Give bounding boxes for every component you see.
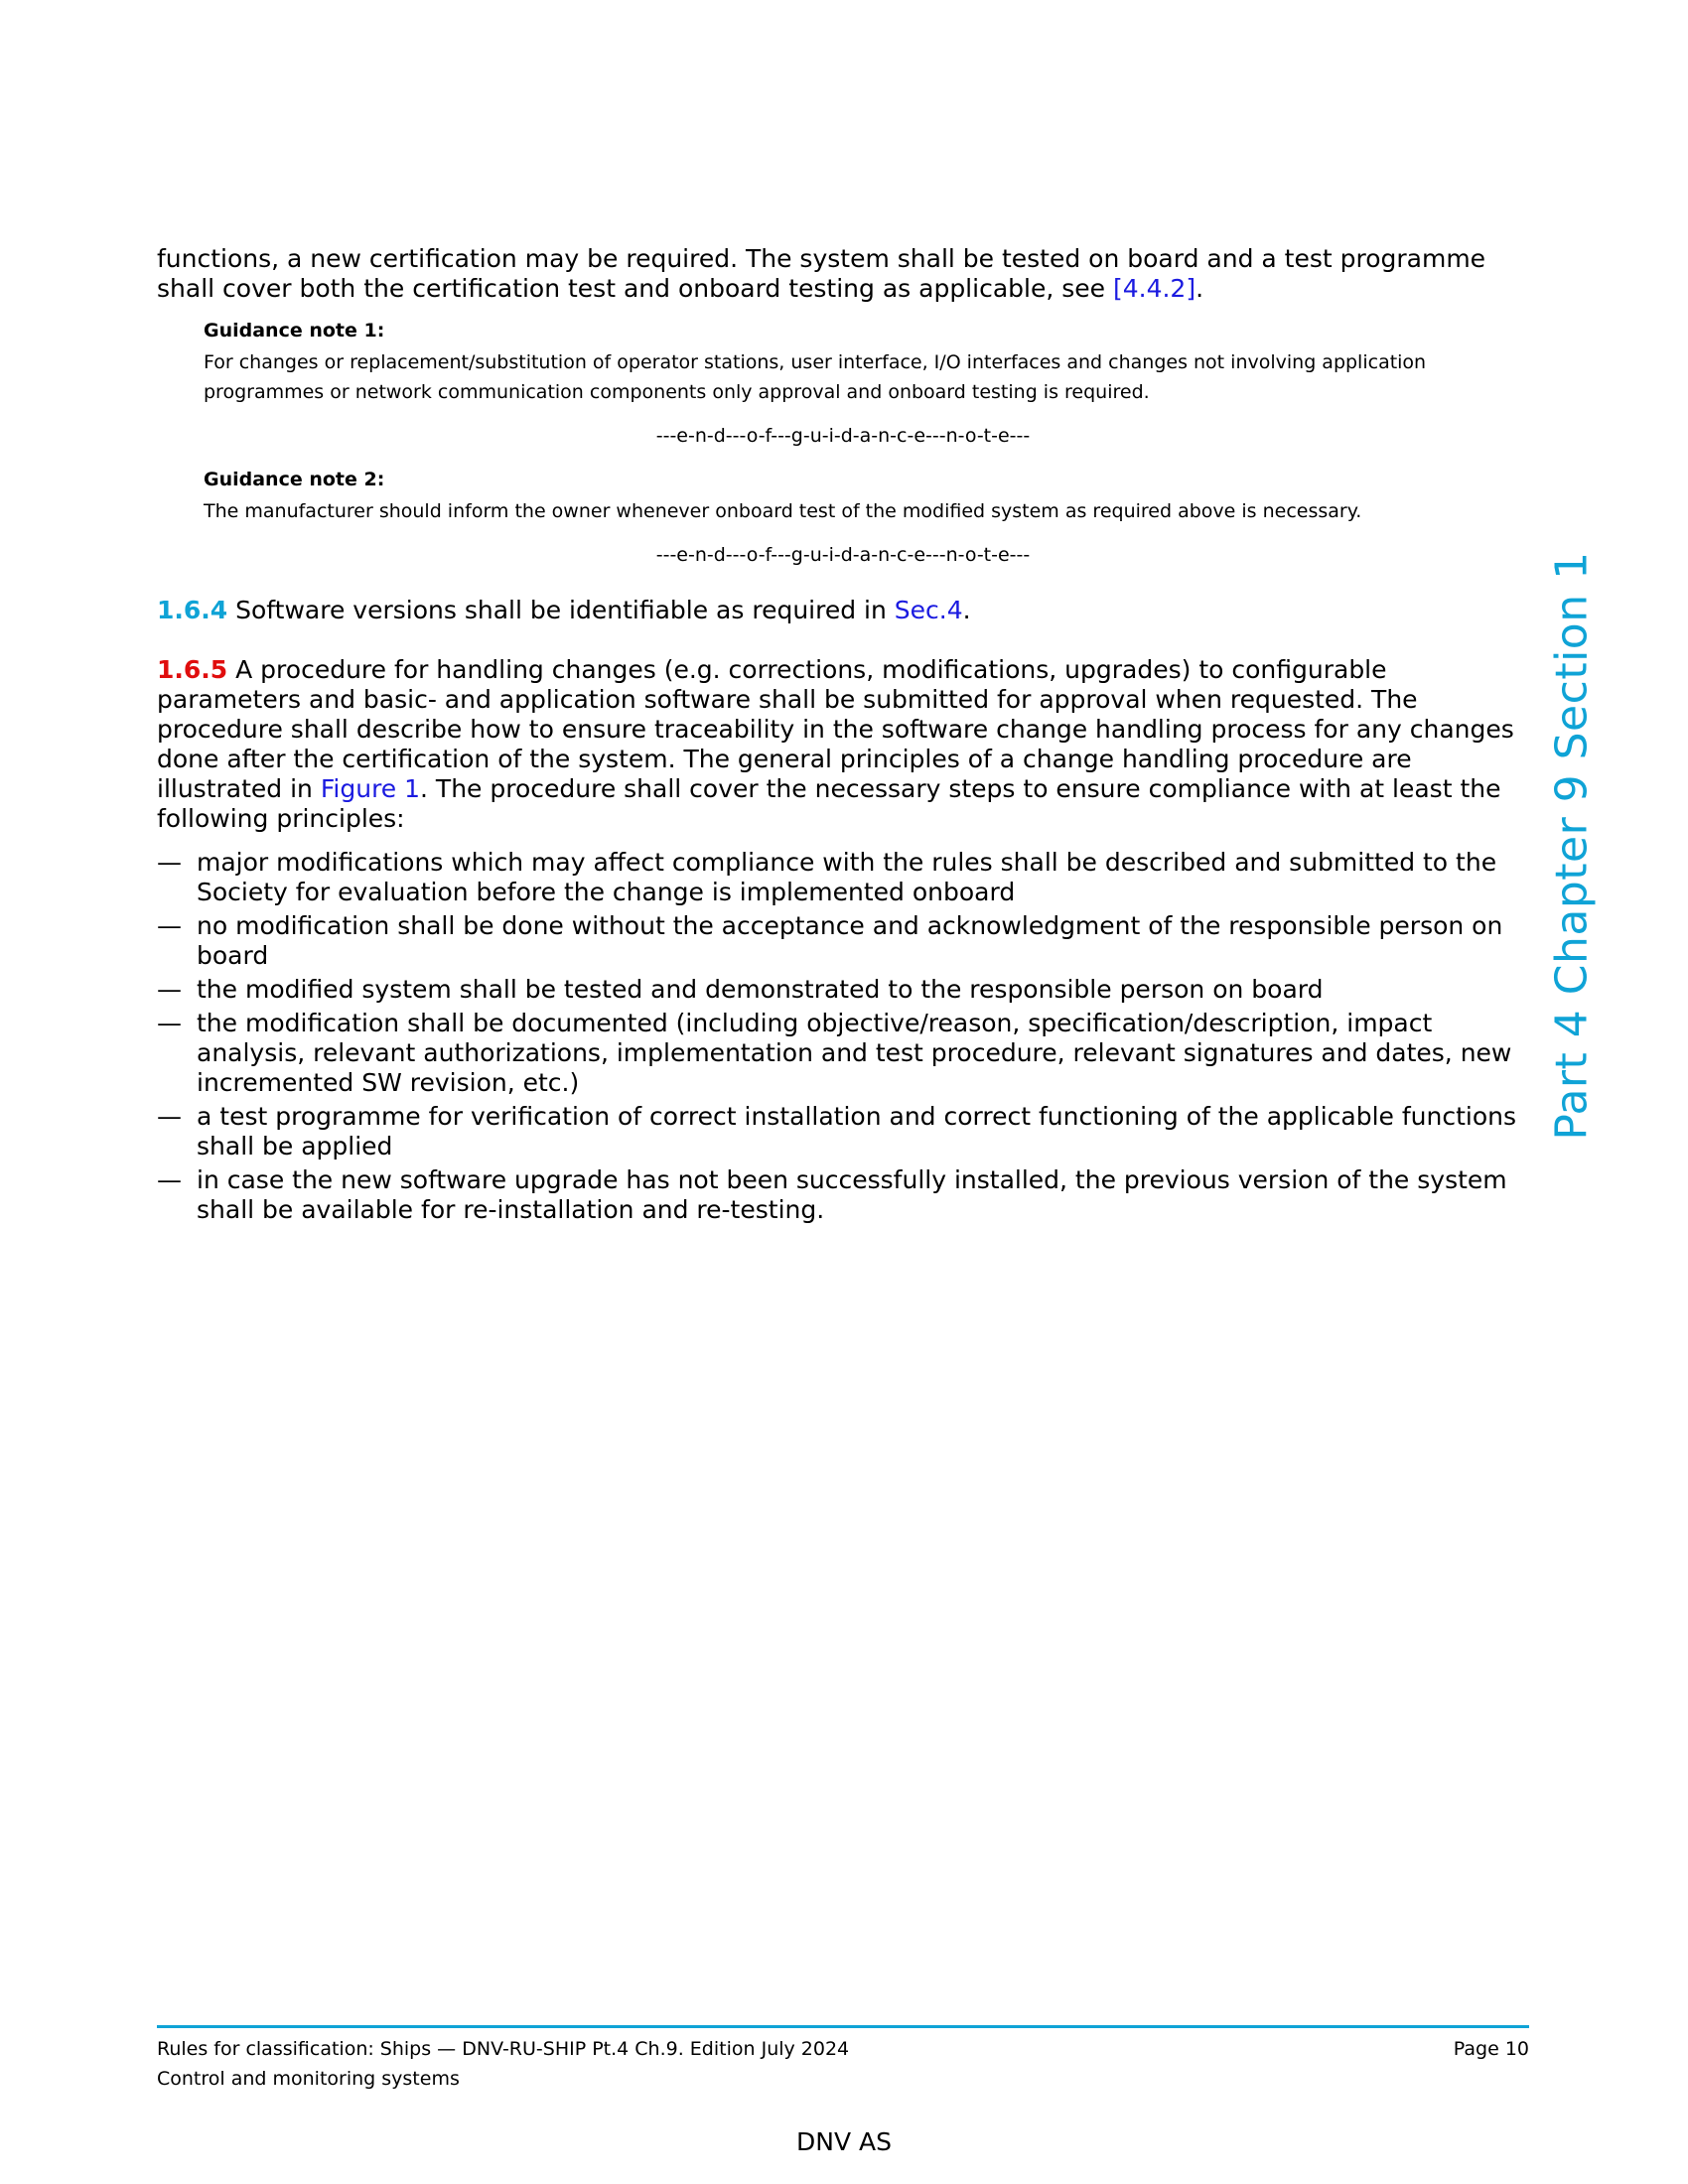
guidance-note-1 [204, 318, 1529, 449]
guidance-note-end-marker: ---e-n-d---o-f---g-u-i-d-a-n-c-e---n-o-t-e--- [655, 544, 1031, 566]
list-item [157, 1165, 1529, 1225]
clause-end: . [962, 596, 971, 624]
page-footer [157, 2034, 1529, 2094]
list-item-text: the modified system shall be tested and demonstrated to the responsible person on board [197, 975, 1324, 1004]
list-item [157, 1102, 1529, 1161]
footer-subtitle: Control and monitoring systems [157, 2068, 460, 2090]
clause-1-6-5 [157, 655, 1529, 834]
page-content [157, 244, 1529, 1229]
clause-text: Software versions shall be identifiable as required in [227, 596, 895, 624]
company-name: DNV AS [796, 2127, 892, 2156]
guidance-note-text: The manufacturer should inform the owner whenever onboard test of the modified system as required above is necessary. [204, 500, 1362, 522]
dash-icon: — [157, 975, 182, 1004]
dash-icon: — [157, 1009, 182, 1037]
ref-link-sec-4[interactable]: Sec.4 [894, 596, 963, 624]
list-item-text: major modifications which may affect compliance with the rules shall be described and submitted to the Society for evaluation before the change is implemented onboard [197, 848, 1497, 906]
dash-icon: — [157, 911, 182, 940]
guidance-note-2 [204, 467, 1529, 568]
list-item [157, 911, 1529, 971]
guidance-note-title: Guidance note 2: [204, 469, 385, 490]
principles-list [157, 848, 1529, 1225]
list-item [157, 848, 1529, 907]
guidance-note-text: For changes or replacement/substitution of operator stations, user interface, I/O interfaces and changes not involving application programmes or network communication components only approval and onboard testing is required. [204, 351, 1427, 403]
clause-number: 1.6.5 [157, 655, 228, 684]
ref-link-4-4-2[interactable]: [4.4.2] [1112, 274, 1196, 303]
footer-page-number: Page 10 [1453, 2038, 1529, 2060]
intro-text: functions, a new certification may be required. The system shall be tested on board and a test programme shall cover both the certification test and onboard testing as applicable, see [157, 244, 1486, 303]
clause-1-6-4 [157, 596, 1529, 625]
list-item-text: no modification shall be done without the acceptance and acknowledgment of the responsible person on board [197, 911, 1503, 970]
dash-icon: — [157, 1102, 182, 1131]
ref-link-figure-1[interactable]: Figure 1 [320, 774, 421, 803]
guidance-note-title: Guidance note 1: [204, 320, 385, 341]
clause-number: 1.6.4 [157, 596, 228, 624]
clause-text: A procedure for handling changes (e.g. corrections, modifications, upgrades) to configurable parameters and basic- and application software shall be submitted for approval when requested. The procedure shall describe how to ensure traceability in the software change handling process for any changes done after the certification of the system. The general principles of a change handling procedure are illustrated in [157, 655, 1514, 803]
dash-icon: — [157, 848, 182, 877]
footer-document-title: Rules for classification: Ships — DNV-RU-SHIP Pt.4 Ch.9. Edition July 2024 [157, 2038, 850, 2060]
clause-text-after: . The procedure shall cover the necessary steps to ensure compliance with at least the following principles: [157, 774, 1501, 833]
footer-divider [157, 2025, 1529, 2028]
intro-paragraph [157, 244, 1529, 304]
list-item [157, 1009, 1529, 1098]
dash-icon: — [157, 1165, 182, 1194]
list-item [157, 975, 1529, 1005]
list-item-text: in case the new software upgrade has not been successfully installed, the previous version of the system shall be available for re-installation and re-testing. [197, 1165, 1507, 1224]
intro-end: . [1196, 274, 1204, 303]
list-item-text: a test programme for verification of correct installation and correct functioning of the applicable functions shall be applied [197, 1102, 1517, 1160]
list-item-text: the modification shall be documented (including objective/reason, specification/description, impact analysis, relevant authorizations, implementation and test procedure, relevant signatures and dates, new incremented SW revision, etc.) [197, 1009, 1512, 1097]
side-tab-label: Part 4 Chapter 9 Section 1 [1546, 551, 1598, 1141]
guidance-note-end-marker: ---e-n-d---o-f---g-u-i-d-a-n-c-e---n-o-t-e--- [655, 425, 1031, 447]
